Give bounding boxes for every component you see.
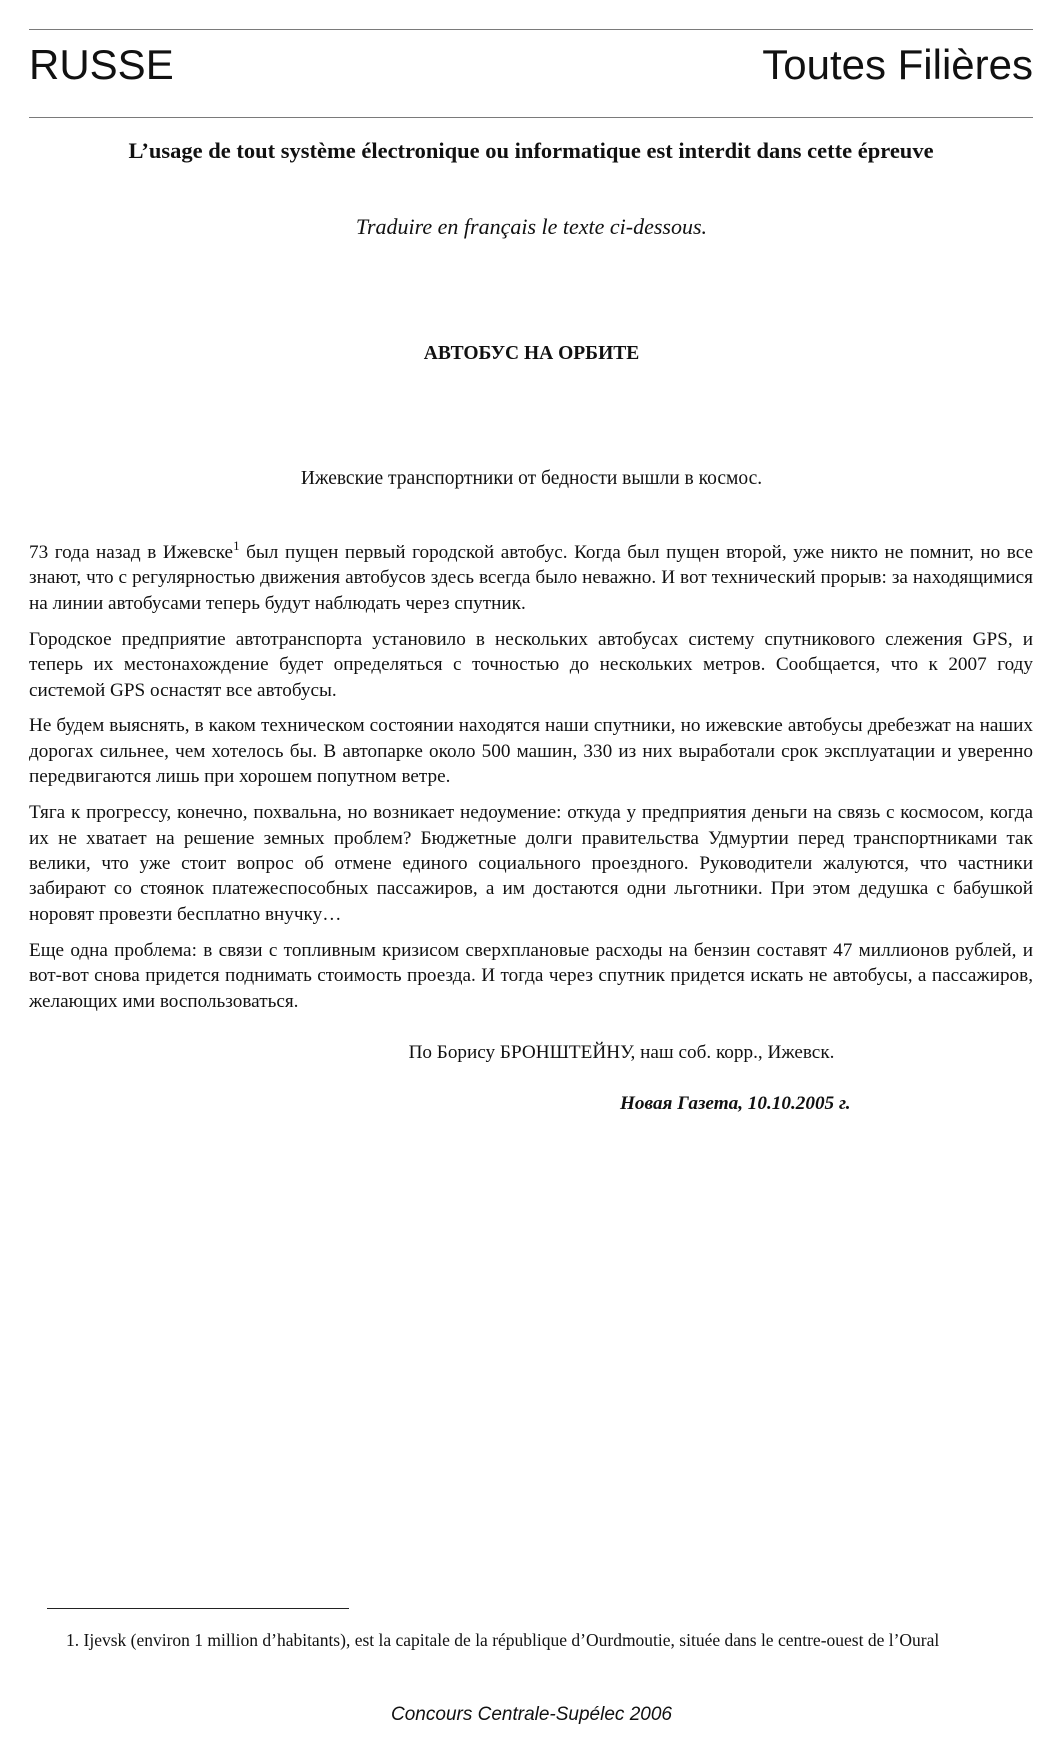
header-top-rule bbox=[29, 29, 1033, 30]
article-source: Новая Газета, 10.10.2005 г. bbox=[620, 1093, 851, 1114]
article-subtitle: Ижевские транспортники от бедности вышли в космос. bbox=[300, 468, 763, 489]
header-bottom-rule bbox=[29, 117, 1033, 118]
article-paragraph: Не будем выяснять, в каком техническом состоянии находятся наши спутники, но ижевские автобусы дребезжат на наших дорогах сильнее, чем хотелось бы. В автопарке около 500 машин, 330 из них выработали срок эксплуатации и уверенно передвигаются лишь при хорошем попутном ветре. bbox=[29, 715, 1033, 788]
footnote-text: Ijevsk (environ 1 million d’habitants), est la capitale de la république d’Ourdmoutie, située dans le centre-ouest de l’Oural bbox=[83, 1630, 940, 1650]
article-signature: По Борису БРОНШТЕЙНУ, наш соб. корр., Ижевск. bbox=[408, 1042, 835, 1063]
footnote-rule bbox=[47, 1608, 349, 1609]
footnote-marker: 1 bbox=[233, 538, 240, 553]
paragraph-text-end: был пущен первый городской автобус. Когда был пущен второй, уже никто не помнит, но все знают, что с регулярностью движения автобусов здесь всегда было неважно. И вот технический прорыв: за находящимися на линии автобусами теперь будут наблюдать через спутник. bbox=[29, 542, 1033, 614]
article-paragraph: Городское предприятие автотранспорта установило в нескольких автобусах систему спутникового слежения GPS, и теперь их местонахождение будет определяться с точностью до нескольких метров. Сообщается, что к 2007 году системой GPS оснастят все автобусы. bbox=[29, 628, 1033, 701]
footnote bbox=[66, 1628, 1012, 1652]
article-title: АВТОБУС НА ОРБИТЕ bbox=[423, 343, 640, 364]
paragraph-text-start: 73 года назад в Ижевске bbox=[29, 542, 234, 563]
article-paragraph: Тяга к прогрессу, конечно, похвальна, но возникает недоумение: откуда у предприятия деньги на связь с космосом, когда их не хватает на решение земных проблем? Бюджетные долги правительства Удмуртии перед транспортниками так велики, что уже стоит вопрос об отмене единого социального проездного. Руководители жалуются, что частники забирают со стоянок платежеспособных пассажиров, а им достаются одни льготники. При этом дедушка с бабушкой норовят провезти бесплатно внучку… bbox=[29, 802, 1033, 925]
page-footer: Concours Centrale-Supélec 2006 bbox=[391, 1704, 672, 1725]
article-body bbox=[29, 540, 1033, 1024]
article-paragraph bbox=[29, 540, 1033, 616]
electronics-notice: L’usage de tout système électronique ou informatique est interdit dans cette épreuve bbox=[128, 138, 934, 163]
translation-instruction: Traduire en français le texte ci-dessous. bbox=[355, 214, 708, 239]
footnote-number: 1. bbox=[66, 1630, 80, 1650]
article-paragraph: Еще одна проблема: в связи с топливным кризисом сверхплановые расходы на бензин составят 47 миллионов рублей, и вот-вот снова придется поднимать стоимость проезда. И тогда через спутник придется искать не автобусы, а пассажиров, желающих ими воспользоваться. bbox=[29, 939, 1033, 1012]
exam-track: Toutes Filières bbox=[762, 41, 1033, 88]
exam-subject: RUSSE bbox=[29, 41, 174, 88]
